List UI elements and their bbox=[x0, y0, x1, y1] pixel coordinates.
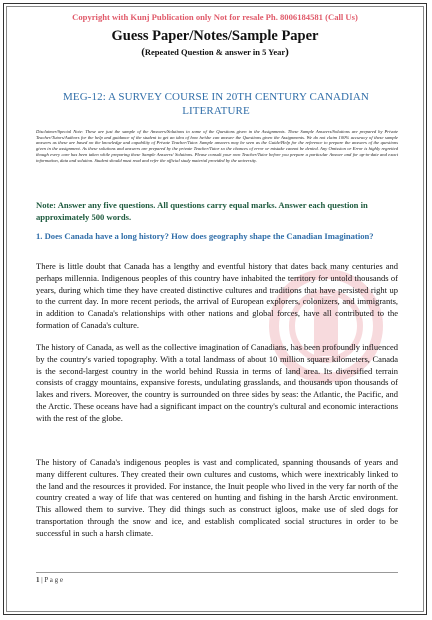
page-label: P a g e bbox=[44, 576, 64, 584]
page-number: 1 bbox=[36, 576, 40, 584]
document-page bbox=[3, 3, 427, 615]
answer-paragraph: The history of Canada's indigenous peoples is vast and complicated, spanning thousands of years and many different cultures. They created their own cultures and customs, which were inextricably linked to the land and the resources it provided. For instance, the Inuit people who lived in the very far north of the country created a way of life that was centered on hunting and fishing in the harsh Arctic environment. This allowed them to survive. They did things such as construct igloos, make use of sled dogs for transportation through the snow and ice, and establish complicated social structures in order to be successful in such a harsh climate. bbox=[36, 457, 398, 538]
answer-paragraph: The history of Canada, as well as the collective imagination of Canadians, has been profoundly influenced by the country's varied topography. With a total landmass of about 10 million square kilometers, Canada is the second-largest country in the world behind Russia in terms of land area. Its diversified terrain consists of craggy mountains, expansive forests, undulating grasslands, and thousands upon thousands of lakes and rivers. Moreover, the country is surrounded on three sides by seas: the Atlantic, the Pacific, and the Arctic. These oceans have had a significant impact on the country's cultural and economic interactions with the rest of the globe. bbox=[36, 342, 398, 423]
question-heading: 1. Does Canada have a long history? How does geography shape the Canadian Imagination? bbox=[36, 231, 374, 241]
disclaimer-text: Disclaimer/Special Note: These are just the sample of the Answers/Solutions to some of the Questions given in the Assignments. These Sample Answers/Solutions are prepared by Private Teacher/Tutors/Authors for the help and guidance of the student to get an idea of how he/she can answer the Questions given the Assignments. We do not claim 100% accuracy of these sample answers as these are based on the knowledge and capability of Private Teacher/Tutor. Sample answers may be seen as the Guide/Help for the reference to prepare the answers of the questions given in the assignment. As these solutions and answers are prepared by the private Teacher/Tutor so the chances of error or mistake cannot be denied. Any Omission or Error is highly regretted though every care has been taken while preparing these Sample Answers/ Solutions. Please consult your own Teacher/Tutor before you prepare a particular Answer and for up-to-date and exact information, data and solution. Student should must read and refer the official study material provided by the university. bbox=[36, 129, 398, 163]
footer-divider bbox=[36, 572, 398, 573]
course-title: MEG-12: A SURVEY COURSE IN 20TH CENTURY CANADIAN LITERATURE bbox=[63, 91, 369, 117]
page-subtitle bbox=[4, 46, 426, 58]
footer-separator: | bbox=[39, 576, 45, 584]
page-title: Guess Paper/Notes/Sample Paper bbox=[111, 28, 319, 44]
instructions-note: Note: Answer any five questions. All questions carry equal marks. Answer each question in approximately 500 words. bbox=[36, 200, 368, 222]
subtitle-close-paren: ) bbox=[285, 46, 289, 58]
page-footer bbox=[36, 576, 63, 584]
copyright-banner: Copyright with Kunj Publication only Not for resale Ph. 8006184581 (Call Us) bbox=[72, 12, 358, 22]
subtitle-text: Repeated Question & answer in 5 Year bbox=[144, 47, 286, 57]
answer-paragraph: There is little doubt that Canada has a lengthy and eventful history that dates back many centuries and perhaps millennia. Indigenous peoples of this country have inhabited the territory for untold thousands of years, during which time they have created distinctive cultures and traditions that have persisted right up to the current day. In more recent periods, the arrival of European explorers, colonizers, and immigrants, in addition to Canada's relationships with other nations and global forces, have all contributed to the formation of Canada's culture. bbox=[36, 261, 398, 330]
subtitle-open-paren: ( bbox=[141, 46, 145, 58]
